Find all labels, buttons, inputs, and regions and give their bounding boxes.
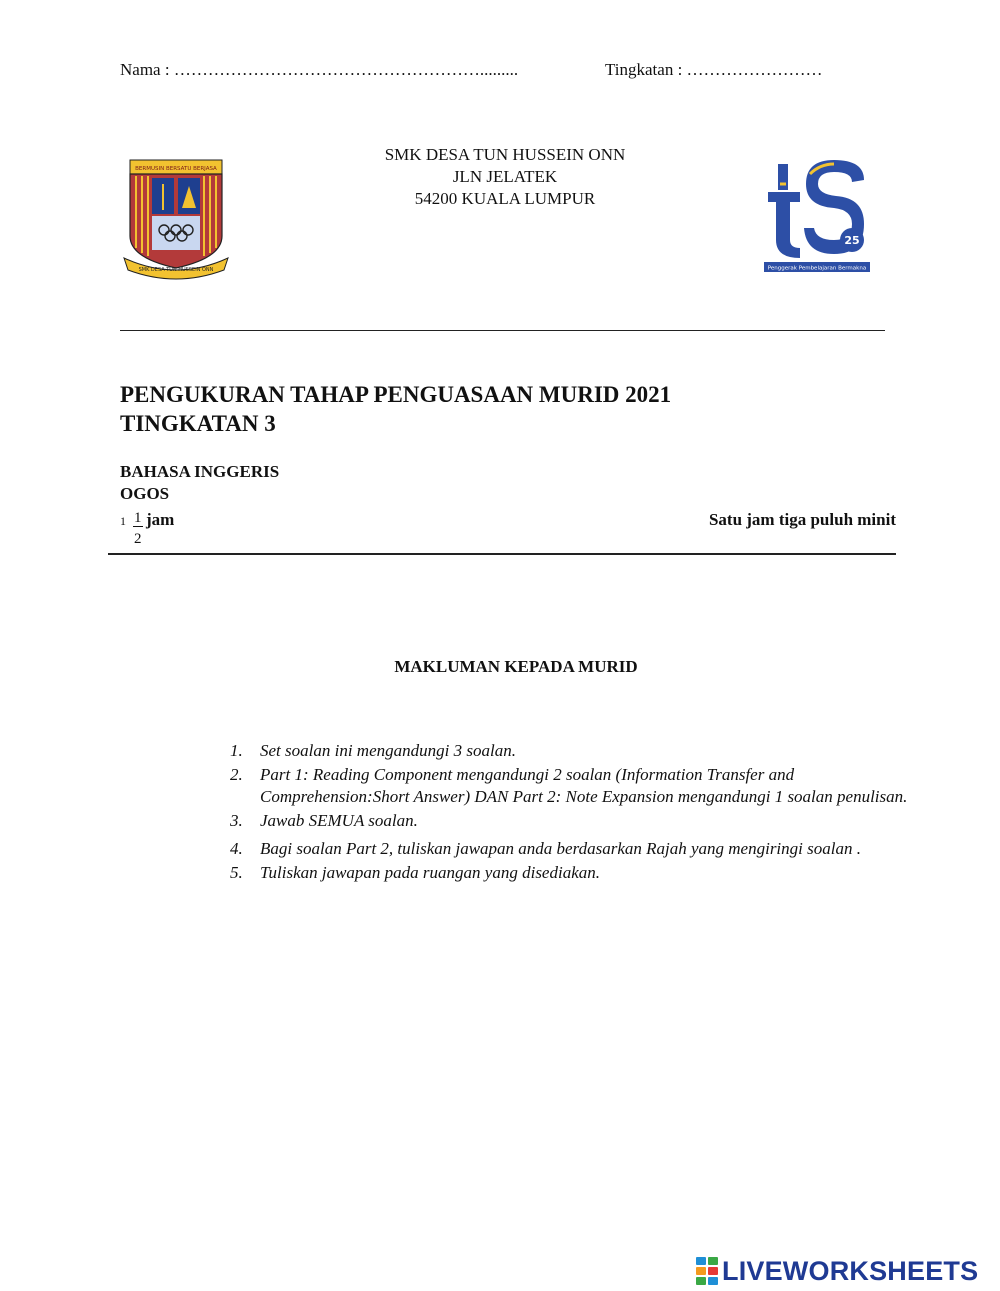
duration-fraction-denominator: 2 bbox=[134, 531, 142, 547]
school-crest-logo bbox=[122, 158, 230, 282]
header-divider bbox=[120, 330, 885, 331]
subject-block bbox=[120, 461, 279, 505]
liveworksheets-brand: LIVEWORKSHEETS bbox=[722, 1255, 979, 1286]
school-name: SMK DESA TUN HUSSEIN ONN bbox=[384, 145, 626, 164]
notice-heading: MAKLUMAN KEPADA MURID bbox=[394, 657, 638, 676]
liveworksheets-watermark bbox=[696, 1256, 978, 1286]
liveworksheets-logo-icon bbox=[696, 1257, 718, 1285]
instruction-item: 2. Part 1: Reading Component mengandungi 2 soalan (Information Transfer and Comprehension:Short Answer) DAN Part 2: Note Expansion mengandungi 1 soalan penulisan. bbox=[230, 765, 908, 806]
duration-fraction-numerator: 1 bbox=[134, 510, 142, 526]
tingkatan-field-label: Tingkatan : …………………… bbox=[605, 60, 823, 79]
instruction-item: 3. Jawab SEMUA soalan. bbox=[230, 811, 418, 830]
exam-title-line2: TINGKATAN 3 bbox=[120, 411, 276, 436]
instruction-item: 5. Tuliskan jawapan pada ruangan yang disediakan. bbox=[230, 863, 600, 882]
exam-title bbox=[120, 380, 671, 438]
crest-banner-text: BERMUSIN BERSATU BERJASA bbox=[135, 166, 217, 172]
school-address-block bbox=[310, 144, 700, 210]
duration-words: Satu jam tiga puluh minit bbox=[708, 510, 896, 529]
ts25-logo bbox=[760, 154, 874, 274]
exam-title-line1: PENGUKURAN TAHAP PENGUASAAN MURID 2021 bbox=[120, 382, 672, 407]
ts25-caption: Penggerak Pembelajaran Bermakna bbox=[767, 265, 867, 272]
subject-name: BAHASA INGGERIS bbox=[120, 462, 280, 481]
school-street: JLN JELATEK bbox=[452, 167, 558, 186]
duration-whole: 1 bbox=[120, 514, 126, 528]
name-field-label: Nama : ………………………………………………......... bbox=[120, 60, 519, 79]
title-divider bbox=[108, 553, 896, 555]
instruction-list bbox=[230, 740, 930, 886]
school-city: 54200 KUALA LUMPUR bbox=[414, 189, 596, 208]
duration-unit: jam bbox=[146, 510, 175, 529]
crest-motto-text: SMK DESA TUN HUSSEIN ONN bbox=[138, 267, 214, 273]
exam-month: OGOS bbox=[120, 484, 170, 503]
ts25-badge-number: 25 bbox=[844, 234, 860, 247]
instruction-item: 1. Set soalan ini mengandungi 3 soalan. bbox=[230, 741, 516, 760]
instruction-item: 4. Bagi soalan Part 2, tuliskan jawapan anda berdasarkan Rajah yang mengiringi soalan . bbox=[230, 839, 861, 858]
